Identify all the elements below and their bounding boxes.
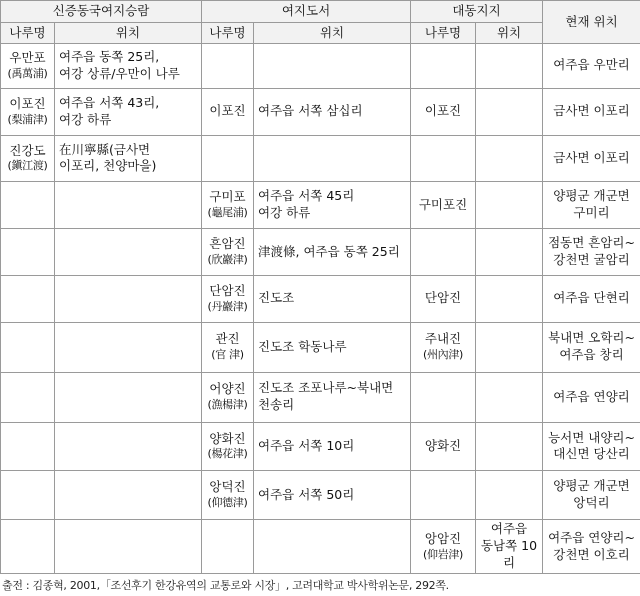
dd-ferry-name-cell	[411, 135, 476, 182]
sj-ferry-name-cell	[1, 229, 55, 276]
sj-ferry-name-cell	[1, 182, 55, 229]
yj-ferry-name: 관진	[215, 331, 240, 347]
yj-ferry-name-cell	[202, 422, 254, 471]
sj-ferry-name: 우만포	[9, 50, 46, 65]
sj-location-cell	[55, 182, 202, 229]
yj-ferry-hanja: (楊花津)	[207, 447, 248, 461]
dd-ferry-name-cell	[411, 229, 476, 276]
yj-ferry-name-cell	[202, 229, 254, 276]
dd-ferry-hanja: (仰岩津)	[422, 547, 464, 561]
yj-ferry-name-cell	[202, 135, 254, 182]
yj-ferry-hanja: (龜尾浦)	[207, 206, 248, 220]
current-location-line: 여주읍 연양리~	[548, 529, 635, 545]
yj-location-cell	[254, 135, 411, 182]
sj-ferry-name-cell	[1, 322, 55, 372]
yj-ferry-hanja: (漁楊津)	[207, 398, 248, 412]
sj-location-line: 여강 하류	[59, 111, 112, 127]
table-body	[1, 44, 640, 574]
sj-ferry-name: 진강도	[9, 142, 46, 158]
dd-ferry-name-cell	[411, 422, 476, 471]
source-citation: 출전 : 김종혁, 2001,「조선후기 한강유역의 교통로와 시장」, 고려대학교 박사학위논문, 292쪽.	[2, 579, 449, 592]
sj-ferry-hanja: (禹萬浦)	[7, 66, 48, 80]
current-location-cell	[543, 135, 640, 182]
sj-ferry-name-cell	[1, 422, 55, 471]
dd-ferry-name: 주내진	[424, 331, 462, 347]
sj-ferry-name-cell	[1, 471, 55, 520]
yj-ferry-hanja: (官 津)	[211, 348, 244, 362]
current-location-cell	[543, 422, 640, 471]
current-location-line: 양평군 개군면	[553, 478, 630, 494]
yj-location-cell	[254, 182, 411, 229]
yj-location-line: 천송리	[258, 397, 295, 413]
table-row	[1, 44, 640, 89]
table-row	[1, 322, 640, 372]
dd-ferry-name-cell	[411, 88, 476, 135]
yj-location-cell	[254, 229, 411, 276]
yj-location-cell	[254, 372, 411, 422]
yj-ferry-hanja: (仰德津)	[207, 496, 248, 510]
sj-ferry-name-cell	[1, 372, 55, 422]
sj-location-cell	[55, 322, 202, 372]
yj-location-line: 여강 하류	[258, 205, 311, 221]
yj-location-cell	[254, 422, 411, 471]
table-row	[1, 422, 640, 471]
current-location-line: 금사면 이포리	[553, 149, 630, 165]
current-location-line: 금사면 이포리	[553, 103, 630, 119]
current-location-line: 강천면 이호리	[553, 546, 630, 562]
yj-ferry-name-cell	[202, 322, 254, 372]
dd-location-cell	[476, 422, 543, 471]
yj-ferry-name-cell	[202, 88, 254, 135]
current-location-cell	[543, 275, 640, 322]
sj-ferry-hanja: (梨浦津)	[7, 112, 48, 126]
dd-ferry-name-cell	[411, 44, 476, 89]
sj-ferry-name-cell	[1, 520, 55, 574]
sj-location-line: 여주읍 서쪽 43리,	[59, 94, 160, 110]
header-location: 위치	[254, 23, 411, 44]
header-daedong: 대동지지	[411, 1, 543, 23]
dd-location-cell	[476, 471, 543, 520]
yj-ferry-name-cell	[202, 182, 254, 229]
current-location-cell	[543, 372, 640, 422]
yj-location-line: 진도조	[258, 290, 295, 306]
table-row	[1, 135, 640, 182]
sj-location-line: 在川寧縣(금사면	[59, 141, 151, 157]
current-location-line: 점동면 흔암리~	[548, 235, 635, 251]
sj-location-cell	[55, 372, 202, 422]
table-row	[1, 182, 640, 229]
current-location-line: 여주읍 연양리	[553, 388, 630, 404]
yj-ferry-name: 구미포	[209, 189, 246, 205]
current-location-cell	[543, 322, 640, 372]
current-location-line: 앙덕리	[573, 495, 610, 511]
sj-location-line: 이포리, 천양마을)	[59, 158, 157, 174]
sj-ferry-name: 이포진	[9, 95, 46, 111]
current-location-line: 여주읍 창리	[559, 347, 624, 363]
dd-ferry-hanja: (州內津)	[422, 348, 464, 362]
dd-ferry-name: 단암진	[424, 290, 462, 306]
current-location-cell	[543, 88, 640, 135]
yj-ferry-name-cell	[202, 44, 254, 89]
yj-location-cell	[254, 44, 411, 89]
yj-ferry-name-cell	[202, 520, 254, 574]
header-current-location: 현재 위치	[543, 1, 640, 44]
dd-location-cell	[476, 182, 543, 229]
dd-location-line: 동남쪽 10리	[480, 538, 538, 571]
table-row	[1, 471, 640, 520]
yj-ferry-name: 앙덕진	[209, 479, 246, 495]
yj-ferry-name: 이포진	[209, 103, 246, 119]
sj-location-cell	[55, 471, 202, 520]
header-ferry-name: 나루명	[1, 23, 55, 44]
sj-location-cell	[55, 88, 202, 135]
yj-location-line: 여주읍 서쪽 50리	[258, 486, 355, 502]
dd-ferry-name-cell	[411, 322, 476, 372]
yj-location-line: 여주읍 서쪽 10리	[258, 438, 355, 454]
sj-location-cell	[55, 275, 202, 322]
header-location: 위치	[476, 23, 543, 44]
dd-ferry-name: 양화진	[424, 438, 462, 454]
yj-location-line: 진도조 학동나루	[258, 338, 347, 354]
yj-location-cell	[254, 88, 411, 135]
yj-ferry-hanja: (丹巖津)	[207, 299, 248, 313]
header-sinjeung: 신증동국여지승람	[1, 1, 202, 23]
current-location-cell	[543, 44, 640, 89]
sj-ferry-name-cell	[1, 44, 55, 89]
yj-location-cell	[254, 275, 411, 322]
dd-location-cell	[476, 322, 543, 372]
yj-location-line: 여주읍 서쪽 45리	[258, 188, 355, 204]
yj-ferry-name-cell	[202, 372, 254, 422]
dd-location-cell	[476, 44, 543, 89]
current-location-line: 대신면 당산리	[553, 446, 630, 462]
yj-location-cell	[254, 471, 411, 520]
sj-location-line: 여주읍 동쪽 25리,	[59, 48, 160, 64]
dd-ferry-name: 앙암진	[424, 530, 462, 546]
dd-location-cell	[476, 135, 543, 182]
dd-ferry-name: 구미포진	[418, 196, 468, 212]
yj-location-cell	[254, 520, 411, 574]
current-location-line: 여주읍 우만리	[553, 57, 630, 73]
yj-ferry-name-cell	[202, 471, 254, 520]
dd-location-cell	[476, 520, 543, 574]
current-location-line: 양평군 개군면	[553, 188, 630, 204]
current-location-line: 능서면 내양리~	[548, 429, 635, 445]
sj-ferry-hanja: (鎭江渡)	[7, 159, 48, 173]
yj-location-line: 여주읍 서쪽 삼십리	[258, 103, 363, 119]
dd-ferry-name: 이포진	[424, 103, 462, 119]
dd-location-cell	[476, 229, 543, 276]
yj-ferry-name: 흔암진	[209, 236, 246, 252]
yj-ferry-name-cell	[202, 275, 254, 322]
current-location-cell	[543, 229, 640, 276]
current-location-line: 구미리	[573, 205, 610, 221]
sj-location-cell	[55, 135, 202, 182]
dd-ferry-name-cell	[411, 182, 476, 229]
dd-location-cell	[476, 88, 543, 135]
dd-ferry-name-cell	[411, 275, 476, 322]
current-location-line: 여주읍 단현리	[553, 290, 630, 306]
table-row	[1, 275, 640, 322]
dd-ferry-name-cell	[411, 471, 476, 520]
dd-location-cell	[476, 275, 543, 322]
yj-ferry-name: 양화진	[209, 430, 246, 446]
dd-location-cell	[476, 372, 543, 422]
table-row	[1, 520, 640, 574]
current-location-line: 북내면 오학리~	[548, 330, 635, 346]
sj-location-cell	[55, 44, 202, 89]
dd-location-line: 여주읍	[490, 521, 528, 537]
table-row	[1, 88, 640, 135]
yj-location-cell	[254, 322, 411, 372]
current-location-cell	[543, 471, 640, 520]
sj-ferry-name-cell	[1, 88, 55, 135]
current-location-line: 강천면 굴암리	[553, 252, 630, 267]
table-row	[1, 372, 640, 422]
yj-ferry-name: 어양진	[209, 381, 246, 397]
sj-ferry-name-cell	[1, 135, 55, 182]
yj-ferry-name: 단암진	[209, 282, 246, 298]
dd-ferry-name-cell	[411, 520, 476, 574]
header-location: 위치	[55, 23, 202, 44]
sj-location-cell	[55, 520, 202, 574]
header-ferry-name: 나루명	[411, 23, 476, 44]
sj-location-cell	[55, 229, 202, 276]
yj-location-line: 진도조 조포나루~북내면	[258, 380, 394, 396]
sj-location-line: 여강 상류/우만이 나루	[59, 65, 180, 81]
sj-ferry-name-cell	[1, 275, 55, 322]
yj-location-line: 津渡條, 여주읍 동쪽 25리	[258, 243, 400, 259]
current-location-cell	[543, 182, 640, 229]
yj-ferry-hanja: (欣巖津)	[207, 253, 248, 267]
header-ferry-name: 나루명	[202, 23, 254, 44]
table-row	[1, 229, 640, 276]
sj-location-cell	[55, 422, 202, 471]
header-yeoji: 여지도서	[202, 1, 411, 23]
current-location-cell	[543, 520, 640, 574]
dd-ferry-name-cell	[411, 372, 476, 422]
